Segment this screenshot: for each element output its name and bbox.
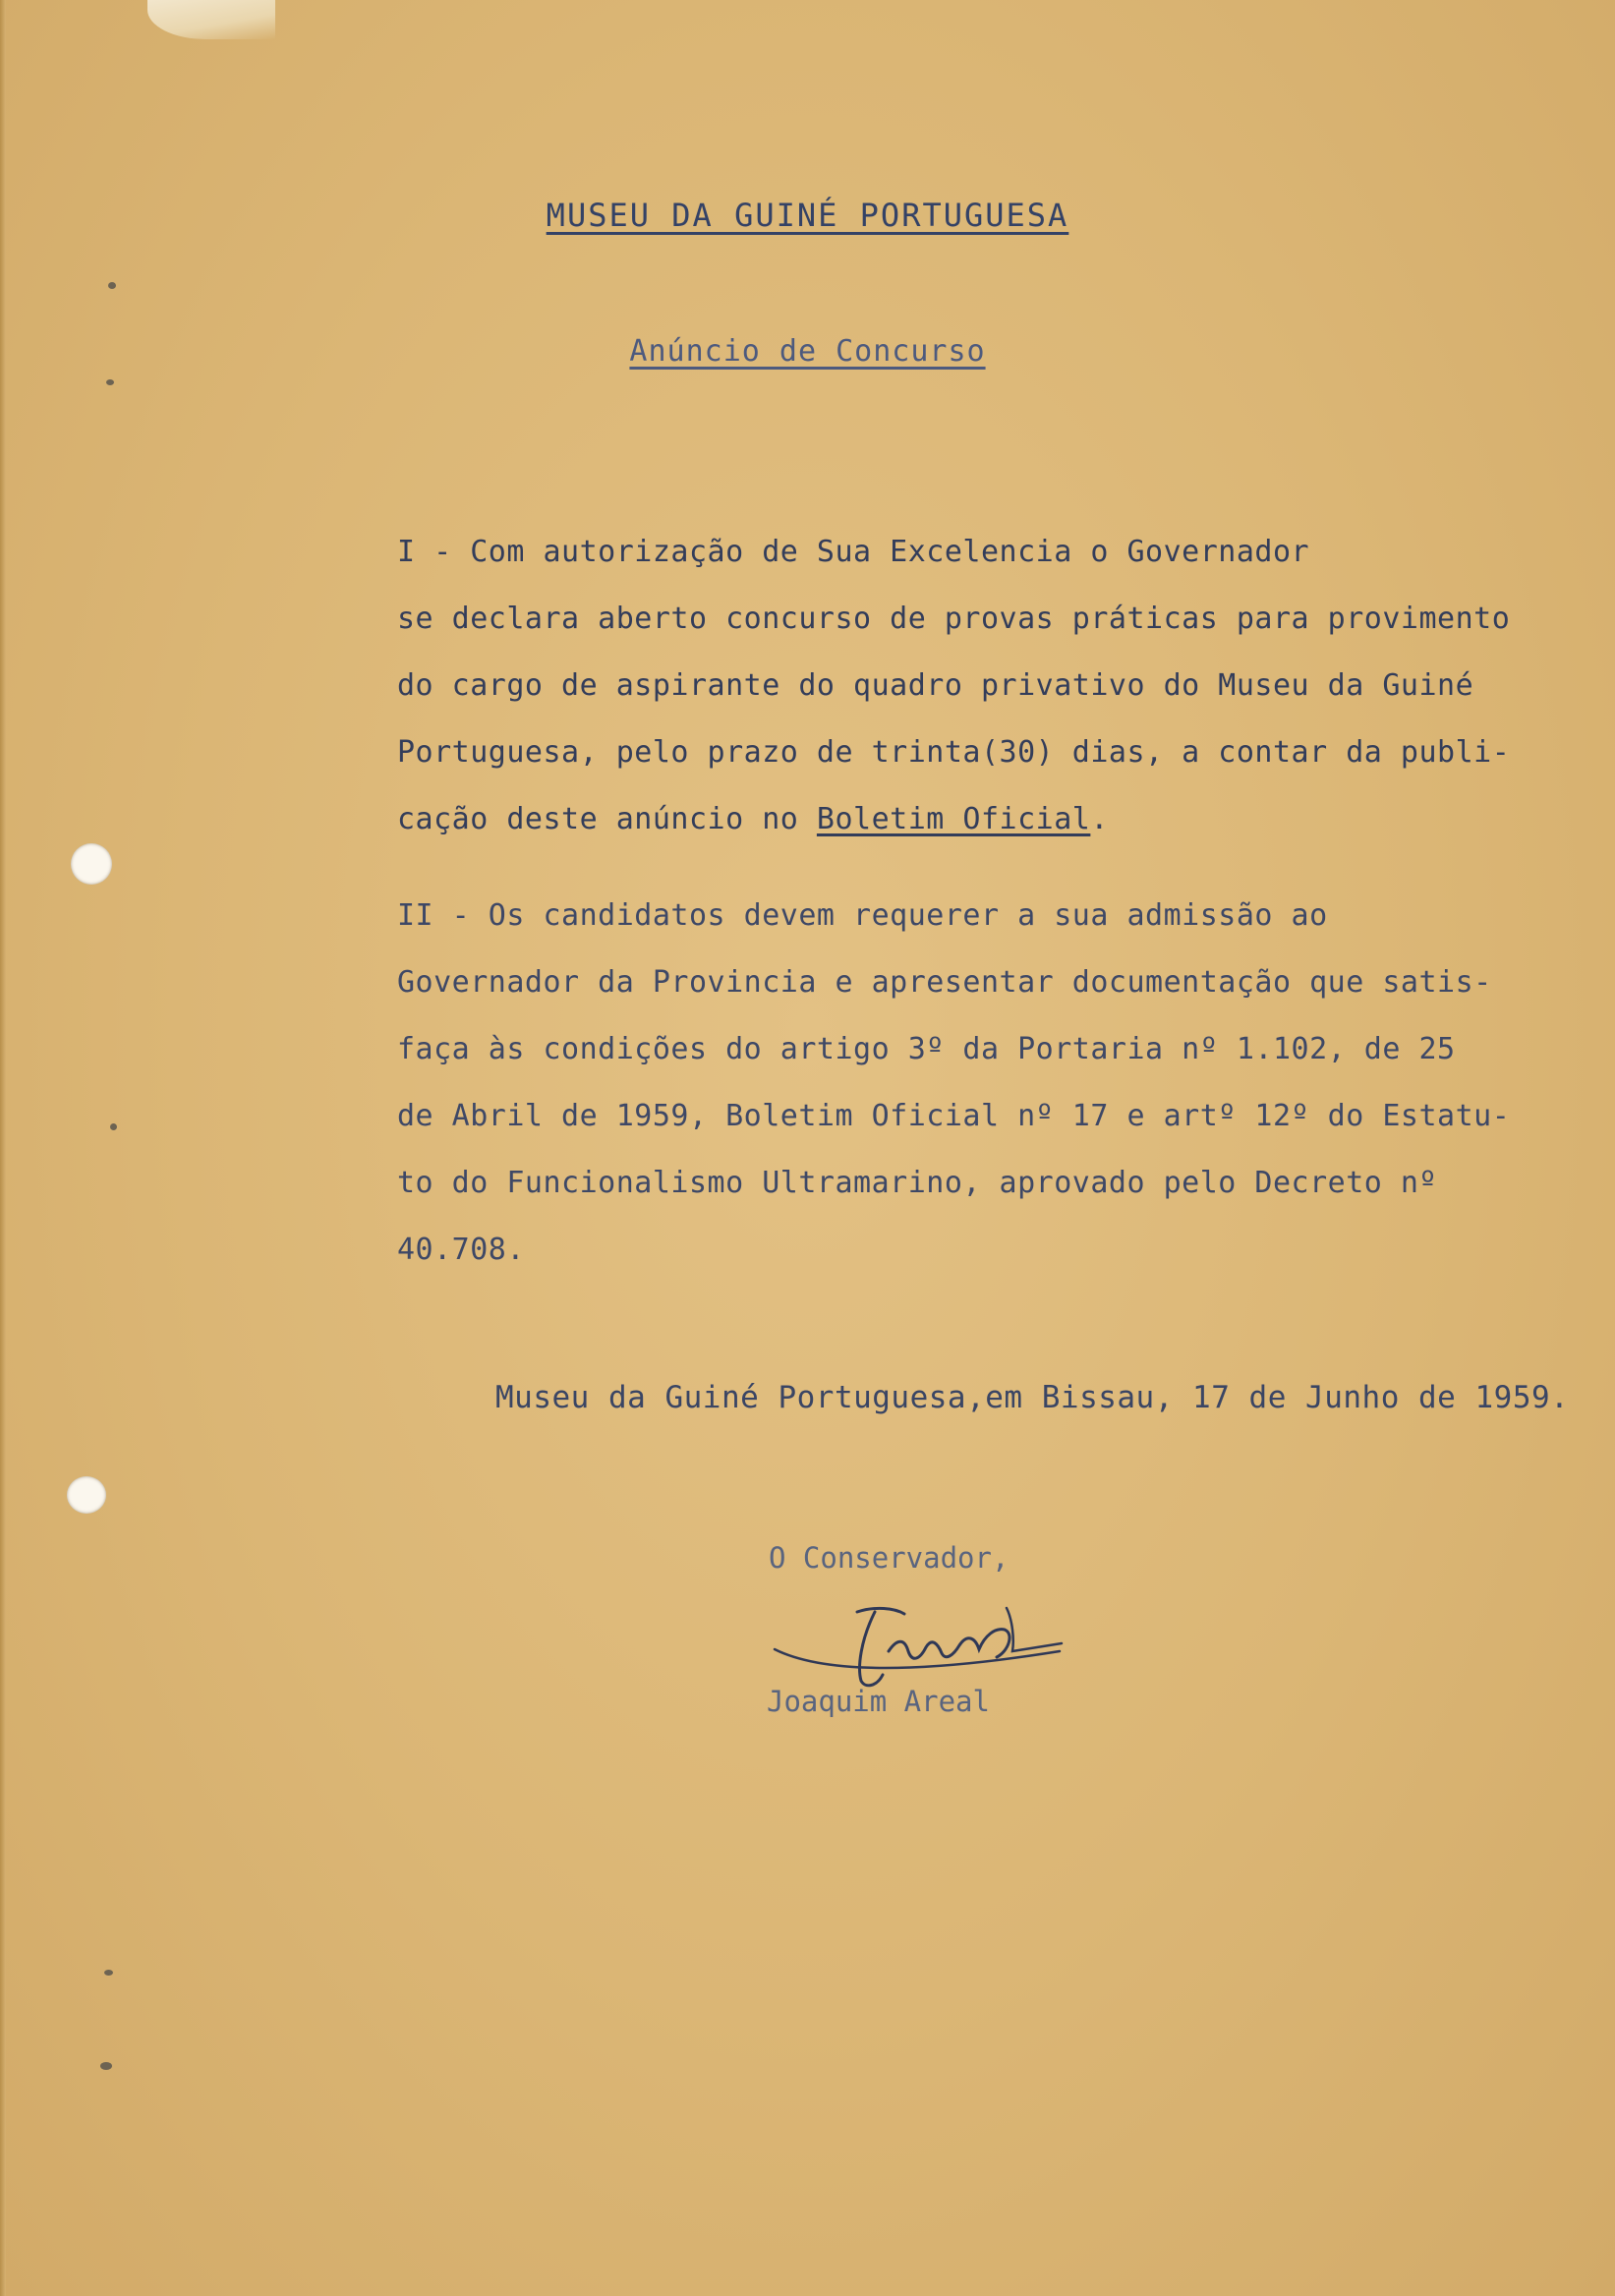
handwritten-signature <box>767 1590 1081 1698</box>
boletim-oficial-emphasis: Boletim Oficial <box>816 802 1091 836</box>
paragraph-1-text: I - Com autorização de Sua Excelencia o Governador se declara aberto concurso de provas práticas para provimento do cargo de aspirante do quadro privativo do Museu da Guiné Portuguesa, pelo prazo de trinta(30) dias, a contar da publi- cação deste anúncio no <box>397 535 1511 836</box>
paper-speck <box>106 379 114 385</box>
signatory-name: Joaquim Areal <box>767 1685 990 1718</box>
document-title: MUSEU DA GUINÉ PORTUGUESA <box>546 197 1069 234</box>
paper-speck <box>110 1123 117 1130</box>
paragraph-2: II - Os candidatos devem requerer a sua admissão ao Governador da Provincia e apresentar documentação que satis- faça às condições do artigo 3º da Portaria nº 1.102, de 25 de Abril de 1959, Boletim Oficial nº 17 e artº 12º do Estatu- to do Funcionalismo Ultramarino, aprovado pelo Decreto nº 40.708. <box>397 898 1511 1267</box>
paper-speck <box>108 282 116 289</box>
punch-hole-bottom <box>67 1476 106 1514</box>
paragraph-1-end: . <box>1090 802 1109 836</box>
paper-speck <box>104 1970 113 1976</box>
paragraph-1 <box>397 519 1598 853</box>
document-subtitle: Anúncio de Concurso <box>629 334 986 369</box>
dateline: Museu da Guiné Portuguesa,em Bissau, 17 de Junho de 1959. <box>495 1380 1570 1415</box>
punch-hole-top <box>71 843 112 885</box>
paper-speck <box>100 2062 112 2070</box>
paper-corner-fold <box>147 0 275 39</box>
signatory-role: O Conservador, <box>769 1541 1009 1575</box>
